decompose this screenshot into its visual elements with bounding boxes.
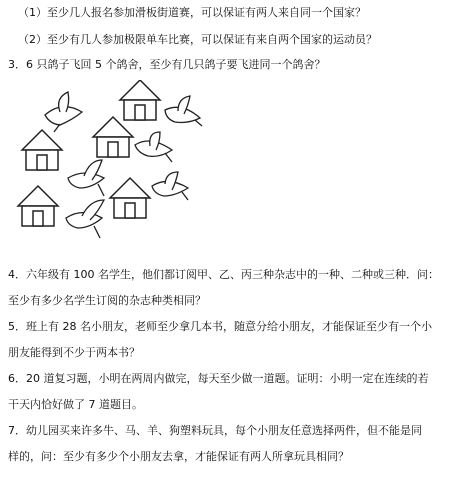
question-3: 3．6 只鸽子飞回 5 个鸽舍，至少有几只鸽子要飞进同一个鸽舍？: [8, 58, 326, 71]
question-6-line-2: 干天内恰好做了 7 道题目。: [8, 398, 143, 411]
question-5-line-2: 朋友能得到不少于两本书？: [8, 346, 140, 359]
dovecote-house: [93, 117, 133, 157]
question-6-line-1: 6．20 道复习题，小明在两周内做完，每天至少做一道题。证明：小明一定在连续的若: [8, 372, 429, 385]
question-2-part-2: （2）至少有几人参加极限单车比赛，可以保证有来自两个国家的运动员？: [18, 33, 377, 46]
dovecote-house: [110, 178, 150, 218]
dove-icon: [135, 132, 172, 162]
question-7-line-2: 样的，问：至少有多少个小朋友去拿，才能保证有两人所拿玩具相同？: [8, 450, 349, 463]
question-4-line-2: 至少有多少名学生订阅的杂志种类相同？: [8, 294, 206, 307]
dovecote-house: [18, 186, 58, 226]
dovecote-house: [120, 80, 160, 120]
question-5-line-1: 5．班上有 28 名小朋友，老师至少拿几本书，随意分给小朋友，才能保证至少有一个小: [8, 320, 432, 333]
dove-icon: [68, 160, 104, 196]
dove-icon: [152, 172, 188, 200]
dove-icon: [165, 96, 202, 126]
doves-and-dovecotes-illustration: [0, 80, 472, 255]
dove-icon: [66, 200, 104, 238]
question-2-part-1: （1）至少几人报名参加滑板街道赛，可以保证有两人来自同一个国家？: [18, 6, 366, 19]
dovecote-house: [22, 130, 62, 170]
question-7-line-1: 7．幼儿园买来许多牛、马、羊、狗塑料玩具，每个小朋友任意选择两件，但不能是同: [8, 424, 422, 437]
dove-icon: [45, 92, 82, 132]
question-4-line-1: 4．六年级有 100 名学生，他们都订阅甲、乙、丙三种杂志中的一种、二种或三种．问：: [8, 268, 439, 281]
